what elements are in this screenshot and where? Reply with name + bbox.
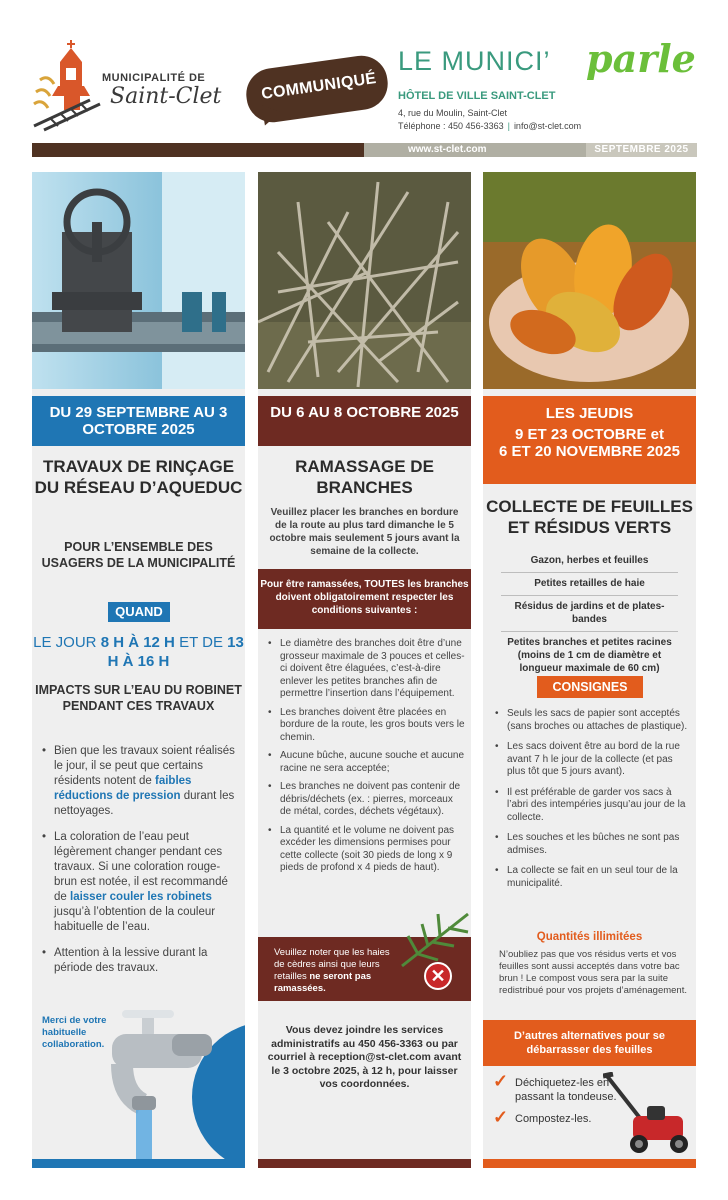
leaves-accepted-list [483,550,696,680]
faucet-icon [102,1004,212,1164]
column-aqueduct [32,172,245,1168]
logo-municipalite-text: MUNICIPALITÉ DE [102,72,206,84]
branches-date: DU 6 AU 8 OCTOBRE 2025 [258,396,471,446]
column-footer-bar [483,1159,696,1168]
bullet-text: jusqu’à l’obtention de la couleur habituelle de l’eau. [54,906,216,933]
schedule-mid: ET DE [179,634,223,651]
leaves-date-line2: 9 ET 23 OCTOBRE et [515,426,664,443]
quantites-text: N’oubliez pas que vos résidus verts et vos feuilles sont aussi acceptés dans votre bac brun ! Le compost vous sera par la suite redistribué pour vos projets d’aménagement. [499,949,687,996]
list-item: Petites retailles de haie [501,573,678,596]
aqueduct-impacts-list [40,744,240,987]
consignes-badge: CONSIGNES [537,676,643,698]
pipe-valve-photo [32,172,245,389]
municipality-logo [30,40,230,135]
list-item: • La quantité et le volume ne doivent pas excéder les dimensions permises pour cette collecte (soit 30 pieds de long x 9 pieds de profond x 4 pieds de haut). [266,825,466,875]
quand-badge: QUAND [108,602,170,622]
list-item: Gazon, herbes et feuilles [501,550,678,573]
masthead-phone: Téléphone : 450 456-3363 [398,121,504,131]
cedar-note-bold: ne seront pas ramassées. [274,971,372,994]
schedule-time-afternoon: 13 H À 16 H [107,634,244,670]
list-item: • Les branches ne doivent pas contenir de débris/déchets (ex. : pierres, morceaux de métal, cordes, déchets végétaux). [266,781,466,819]
masthead-title: LE MUNICI’ [398,46,551,76]
masthead [398,36,708,140]
checkmark-icon: ✓ [493,1071,509,1091]
church-logo-icon [30,40,102,132]
prohibited-icon: ✕ [424,962,452,990]
column-branches [258,172,471,1168]
column-leaves [483,172,696,1168]
bullet-text: durant les nettoyages. [54,790,235,817]
masthead-email[interactable]: info@st-clet.com [513,121,582,131]
branches-conditions: Pour être ramassées, TOUTES les branches doivent obligatoirement respecter les conditions suivantes : [258,569,471,629]
aqueduct-subtitle: POUR L’ENSEMBLE DES USAGERS DE LA MUNICIPALITÉ [41,540,236,570]
masthead-hotel: HÔTEL DE VILLE SAINT-CLET [398,90,556,102]
aqueduct-title: TRAVAUX DE RINÇAGE DU RÉSEAU D’AQUEDUC [34,457,243,497]
list-item [40,744,240,819]
issue-date: SEPTEMBRE 2025 [586,143,697,157]
branches-contact: Vous devez joindre les services administratifs au 450 456-3363 ou par courriel à reception@st-clet.com avant le 3 octobre 2025, à 12 h, pour laisser vos coordonnées. [267,1024,462,1090]
schedule-prefix: LE JOUR [33,634,97,651]
list-item: • Les branches doivent être placées en bordure de la route, les gros bouts vers le chemin. [266,707,466,745]
logo-name-text: Saint-Clet [110,84,222,109]
leaves-date-line3: 6 ET 20 NOVEMBRE 2025 [499,443,680,460]
bullet-highlight: faibles réductions de pression [54,775,192,802]
leaves-date [483,396,696,484]
aqueduct-impacts-title: IMPACTS SUR L’EAU DU ROBINET PENDANT CES TRAVAUX [35,683,242,713]
cedar-note-text: Veuillez noter que les haies de cèdres ainsi que leurs retailles [274,947,390,982]
list-item: • Attention à la lessive durant la période des travaux. [40,946,240,976]
cedar-branch-icon [398,910,471,970]
masthead-script: parle [586,36,696,81]
bullet-text: La coloration de l’eau peut légèrement changer pendant ces travaux. Si une coloration rouge-brun est notée, il est recommandé de [54,831,228,903]
branches-intro: Veuillez placer les branches en bordure de la route au plus tard dimanche le 5 octobre mais seulement 5 jours avant la semaine de la collecte. [269,507,460,557]
list-item: • Le diamètre des branches doit être d’une grosseur maximale de 3 pouces et celles-ci doivent être élaguées, c’est-à-dire enlever les petites branches afin de permettre l’insertion dans l’équipement. [266,638,466,701]
list-item: Résidus de jardins et de plates-bandes [501,596,678,632]
list-item: • Aucune bûche, aucune souche et aucune racine ne sera acceptée; [266,750,466,775]
tip-text: Déchiquetez-les en passant la tondeuse. [515,1077,617,1103]
aqueduct-date: DU 29 SEPTEMBRE AU 3 OCTOBRE 2025 [32,396,245,446]
aqueduct-schedule [32,633,245,671]
branches-photo [258,172,471,389]
branches-conditions-list [266,638,466,881]
merci-text: Merci de votre habituelle collaboration. [42,1015,107,1050]
list-item: • La collecte se fait en un seul tour de la municipalité. [493,865,691,890]
bullet-text: Bien que les travaux soient réalisés le jour, il se peut que certains résidents notent de [54,745,235,787]
leaves-date-line1: LES JEUDIS [545,405,634,422]
list-item: • Les sacs doivent être au bord de la rue avant 7 h le jour de la collecte (et pas plus tôt que 5 jours avant). [493,741,691,779]
schedule-time-morning: 8 H À 12 H [100,634,175,651]
branches-title: RAMASSAGE DE BRANCHES [295,457,434,497]
masthead-contact [398,121,581,131]
list-item: • Seuls les sacs de papier sont acceptés (sans broches ou attaches de plastique). [493,708,691,733]
tip-text: Compostez-les. [515,1113,592,1125]
header-band [32,143,697,157]
communique-label: COMMUNIQUÉ [260,70,378,103]
autumn-leaves-photo [483,172,696,389]
leaves-consignes-list [493,708,691,898]
column-footer-bar [258,1159,471,1168]
website-link[interactable]: www.st-clet.com [364,143,586,157]
masthead-address: 4, rue du Moulin, Saint-Clet [398,108,508,118]
column-footer-bar [32,1159,245,1168]
list-item: • Les souches et les bûches ne sont pas admises. [493,832,691,857]
list-item: • Il est préférable de garder vos sacs à l’abri des intempéries jusqu’au jour de la collecte. [493,787,691,825]
alternatives-title: D’autres alternatives pour se débarrasser des feuilles [483,1020,696,1066]
separator: | [507,121,510,131]
checkmark-icon: ✓ [493,1107,509,1127]
list-item: Petites branches et petites racines (moins de 1 cm de diamètre et longueur maximale de 60 cm) [507,637,672,674]
leaves-title: COLLECTE DE FEUILLES ET RÉSIDUS VERTS [486,497,693,537]
lawn-mower-icon [603,1072,693,1162]
bullet-highlight: laisser couler les robinets [70,891,212,903]
quantites-title: Quantités illimitées [536,931,643,943]
list-item [40,830,240,935]
